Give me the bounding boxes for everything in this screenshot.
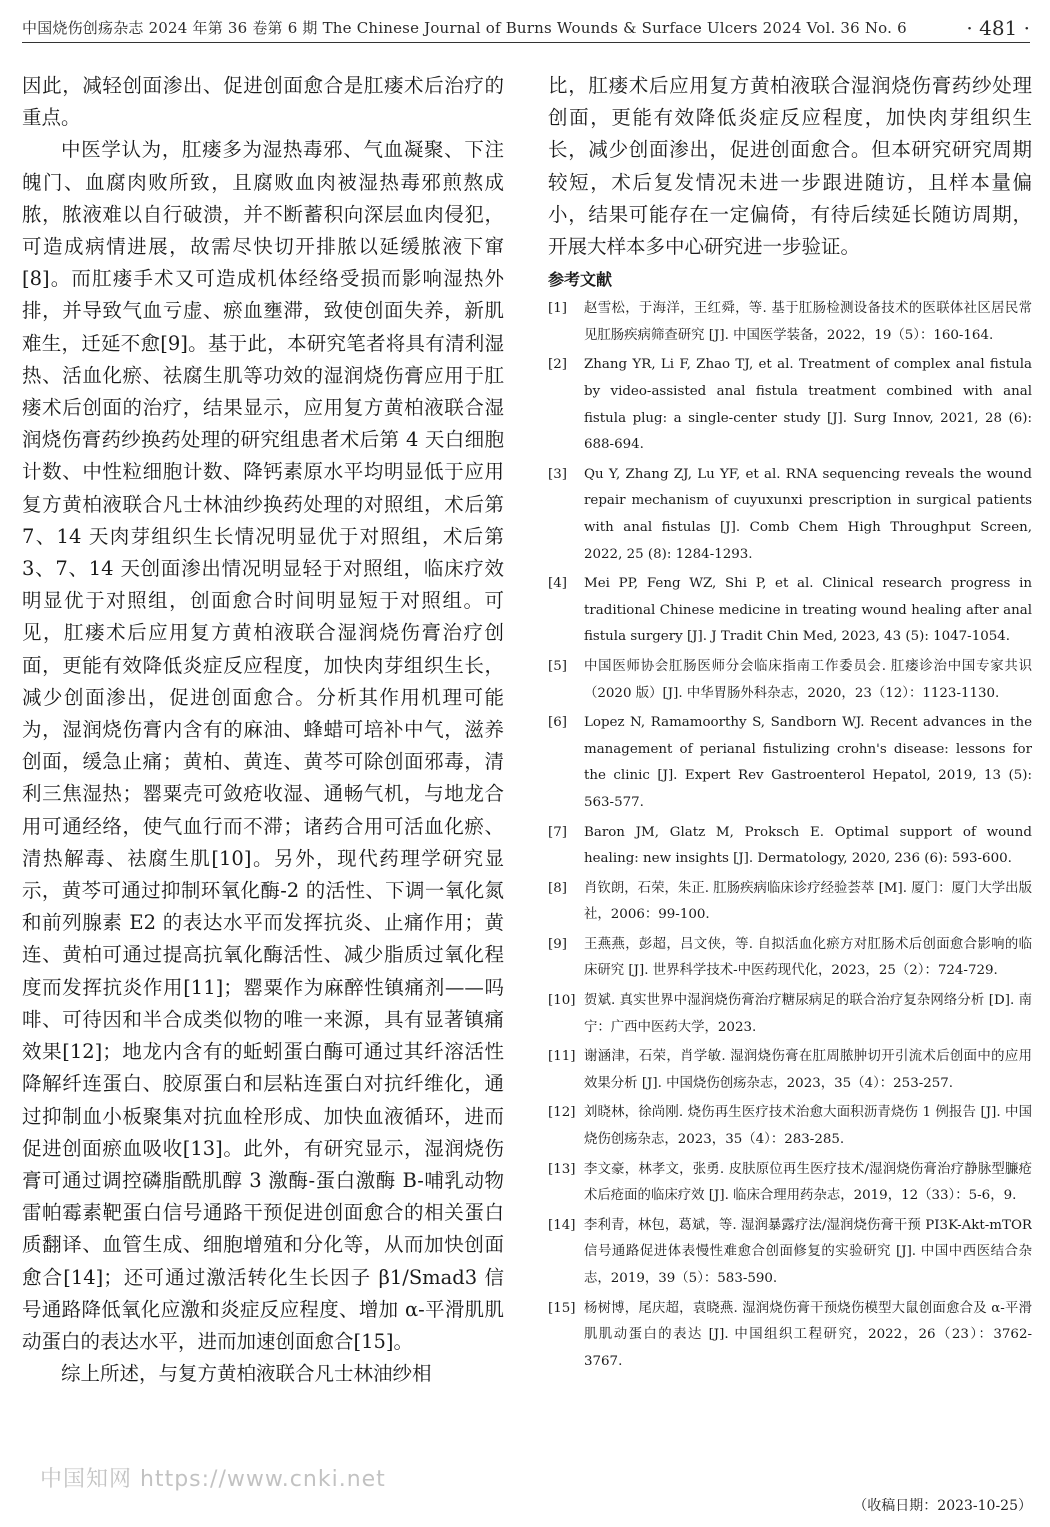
- reference-number: [10]: [548, 993, 576, 1009]
- left-body-text: [22, 70, 504, 1390]
- reference-text: 肖钦朗，石荣，朱正. 肛肠疾病临床诊疗经验荟萃 [M]. 厦门：厦门大学出版社，2006：99-100.: [584, 880, 1032, 923]
- reference-item: [548, 1100, 1032, 1153]
- reference-item: [548, 1296, 1032, 1376]
- reference-number: [1]: [548, 301, 567, 317]
- reference-list: [548, 296, 1032, 1375]
- paragraph: 综上所述，与复方黄柏液联合凡士林油纱相: [61, 1362, 432, 1386]
- paragraph: 中医学认为，肛瘘多为湿热毒邪、气血凝聚、下注魄门、血腐肉败所致，且腐败血肉被湿热毒邪煎熬成脓，脓液难以自行破溃，并不断蓄积向深层血肉侵犯，可造成病情进展，故需尽快切开排脓以延缓脓液下窜[8]。而肛瘘手术又可造成机体经络受损而影响湿热外排，并导致气血亏虚、瘀血壅滞，致使创面失养，新肌难生，迁延不愈[9]。基于此，本研究笔者将具有清利湿热、活血化瘀、祛腐生肌等功效的湿润烧伤膏应用于肛瘘术后创面的治疗，结果显示，应用复方黄柏液联合湿润烧伤膏药纱换药处理的研究组患者术后第 4 天白细胞计数、中性粒细胞计数、降钙素原水平均明显低于应用复方黄柏液联合凡士林油纱换药处理的对照组，术后第 7、14 天肉芽组织生长情况明显优于对照组，术后第 3、7、14 天创面渗出情况明显轻于对照组，临床疗效明显优于对照组，创面愈合时间明显短于对照组。可见，肛瘘术后应用复方黄柏液联合湿润烧伤膏治疗创面，更能有效降低炎症反应程度，加快肉芽组织生长，减少创面渗出，促进创面愈合。分析其作用机理可能为，湿润烧伤膏内含有的麻油、蜂蜡可培补中气，滋养创面，缓急止痛；黄柏、黄连、黄芩可除创面邪毒，清利三焦湿热；罂粟壳可敛疮收湿、通畅气机，与地龙合用可通经络，使气血行而不滞；诸药合用可活血化瘀、清热解毒、祛腐生肌[10]。另外，现代药理学研究显示，黄芩可通过抑制环氧化酶-2 的活性、下调一氧化氮和前列腺素 E2 的表达水平而发挥抗炎、止痛作用；黄连、黄柏可通过提高抗氧化酶活性、减少脂质过氧化程度而发挥抗炎作用[11]；罂粟作为麻醉性镇痛剂——吗啡、可待因和半合成类似物的唯一来源，具有显著镇痛效果[12]；地龙内含有的蚯蚓蛋白酶可通过其纤溶活性降解纤连蛋白、胶原蛋白和层粘连蛋白对抗纤维化，通过抑制血小板聚集对抗血栓形成、加快血液循环，进而促进创面瘀血吸收[13]。此外，有研究显示，湿润烧伤膏可通过调控磷脂酰肌醇 3 激酶-蛋白激酶 B-哺乳动物雷帕霉素靶蛋白信号通路干预促进创面愈合的相关蛋白质翻译、血管生成、细胞增殖和分化等，从而加快创面愈合[14]；还可通过激活转化生长因子 β1/Smad3 信号通路降低氧化应激和炎症反应程度、增加 α-平滑肌肌动蛋白的表达水平，进而加速创面愈合[15]。: [22, 138, 504, 1353]
- reference-text: 李利青，林包，葛斌，等. 湿润暴露疗法/湿润烧伤膏干预 PI3K-Akt-mTOR 信号通路促进体表慢性难愈合创面修复的实验研究 [J]. 中国中西医结合杂志，2019，39（5）：583-590.: [584, 1217, 1032, 1286]
- reference-item: [548, 462, 1032, 568]
- cnki-watermark: 中国知网 https://www.cnki.net: [40, 1467, 386, 1492]
- reference-number: [3]: [548, 466, 567, 482]
- reference-number: [9]: [548, 936, 567, 952]
- reference-text: 贺斌. 真实世界中湿润烧伤膏治疗糖尿病足的联合治疗复杂网络分析 [D]. 南宁：广西中医药大学，2023.: [584, 993, 1032, 1035]
- reference-number: [8]: [548, 880, 567, 896]
- reference-item: [548, 876, 1032, 929]
- reference-text: Qu Y, Zhang ZJ, Lu YF, et al. RNA sequencing reveals the wound repair mechanism of cuyuxunxi prescription in surgical patients with anal fistulas [J]. Comb Chem High Throughput Screen, 2022, 25 (8): 1284-1293.: [584, 466, 1032, 562]
- reference-text: 中国医师协会肛肠医师分会临床指南工作委员会. 肛瘘诊治中国专家共识（2020 版）[J]. 中华胃肠外科杂志，2020，23（12）：1123-1130.: [584, 658, 1032, 701]
- reference-item: [548, 1044, 1032, 1097]
- reference-number: [15]: [548, 1300, 576, 1316]
- reference-number: [11]: [548, 1049, 576, 1065]
- page-number: · 481 ·: [966, 16, 1030, 40]
- reference-number: [14]: [548, 1217, 576, 1233]
- reference-text: 刘晓林，徐尚刚. 烧伤再生医疗技术治愈大面积沥青烧伤 1 例报告 [J]. 中国烧伤创疡杂志，2023，35（4）：283-285.: [584, 1105, 1032, 1148]
- reference-text: 王燕燕，彭超，吕文侠，等. 自拟活血化瘀方对肛肠术后创面愈合影响的临床研究 [J]. 世界科学技术-中医药现代化，2023，25（2）：724-729.: [584, 936, 1032, 979]
- reference-text: Baron JM, Glatz M, Proksch E. Optimal support of wound healing: new insights [J]. Dermatology, 2020, 236 (6): 593-600.: [584, 824, 1032, 867]
- reference-item: [548, 1213, 1032, 1293]
- reference-text: Zhang YR, Li F, Zhao TJ, et al. Treatment of complex anal fistula by video-assisted anal fistula treatment combined with anal fistula plug: a single-center study [J]. Surg Innov, 2021, 28 (6): 688-694.: [584, 357, 1032, 453]
- reference-number: [5]: [548, 658, 567, 674]
- reference-item: [548, 932, 1032, 985]
- right-column: [548, 70, 1032, 1522]
- reference-text: 李文豪，林孝文，张勇. 皮肤原位再生医疗技术/湿润烧伤膏治疗静脉型臁疮术后疮面的临床疗效 [J]. 临床合理用药杂志，2019，12（33）：5-6，9.: [584, 1161, 1032, 1204]
- reference-text: 谢涵津，石荣，肖学敏. 湿润烧伤膏在肛周脓肿切开引流术后创面中的应用效果分析 [J]. 中国烧伤创疡杂志，2023，35（4）：253-257.: [584, 1049, 1032, 1091]
- paragraph: 比，肛瘘术后应用复方黄柏液联合湿润烧伤膏药纱处理创面，更能有效降低炎症反应程度，加快肉芽组织生长，减少创面渗出，促进创面愈合。但本研究研究周期较短，术后复发情况未进一步跟进随访，且样本量偏小，结果可能存在一定偏倚，有待后续延长随访周期，开展大样本多中心研究进一步验证。: [548, 74, 1032, 259]
- reference-item: [548, 654, 1032, 707]
- reference-number: [7]: [548, 824, 567, 840]
- journal-header: 中国烧伤创疡杂志 2024 年第 36 卷第 6 期 The Chinese Journal of Burns Wounds & Surface Ulcers 2024 Vol. 36 No. 6: [22, 19, 907, 37]
- received-date: （收稿日期：2023-10-25）: [853, 1498, 1032, 1514]
- reference-item: [548, 710, 1032, 816]
- reference-item: [548, 988, 1032, 1041]
- reference-item: [548, 820, 1032, 873]
- reference-number: [2]: [548, 357, 567, 373]
- reference-number: [6]: [548, 715, 567, 731]
- left-column: [22, 70, 504, 1522]
- reference-text: 杨树博，尾庆超，袁晓燕. 湿润烧伤膏干预烧伤模型大鼠创面愈合及 α-平滑肌肌动蛋白的表达 [J]. 中国组织工程研究，2022，26（23）：3762-3767.: [584, 1300, 1032, 1369]
- reference-text: 赵雪松，于海洋，王红舜，等. 基于肛肠检测设备技术的医联体社区居民常见肛肠疾病筛查研究 [J]. 中国医学装备，2022，19（5）：160-164.: [584, 301, 1032, 343]
- reference-item: [548, 296, 1032, 349]
- reference-number: [13]: [548, 1161, 576, 1177]
- reference-number: [12]: [548, 1105, 576, 1121]
- running-header: [22, 14, 1030, 43]
- reference-text: Lopez N, Ramamoorthy S, Sandborn WJ. Recent advances in the management of perianal fistulizing crohn's disease: lessons for the clinic [J]. Expert Rev Gastroenterol Hepatol, 2019, 13 (5): 563-577.: [584, 715, 1032, 810]
- paragraph: 因此，减轻创面渗出、促进创面愈合是肛瘘术后治疗的重点。: [22, 74, 504, 130]
- reference-number: [4]: [548, 576, 567, 592]
- right-body-text: [548, 70, 1032, 263]
- reference-text: Mei PP, Feng WZ, Shi P, et al. Clinical research progress in traditional Chinese medicine in treating wound healing after anal fistula surgery [J]. J Tradit Chin Med, 2023, 43 (5): 1047-1054.: [584, 576, 1032, 645]
- references-title: 参考文献: [548, 270, 613, 290]
- reference-item: [548, 571, 1032, 651]
- reference-item: [548, 352, 1032, 458]
- reference-item: [548, 1157, 1032, 1210]
